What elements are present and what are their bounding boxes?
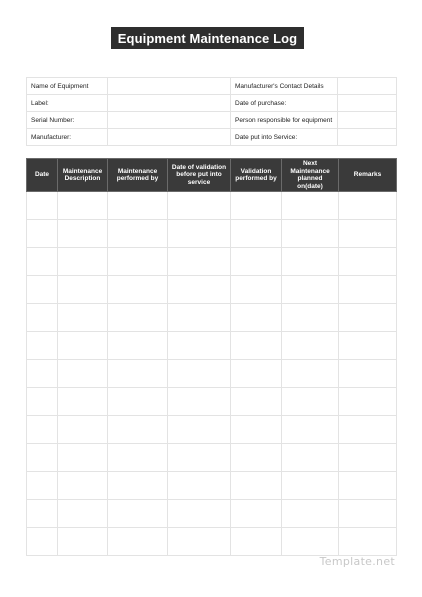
table-cell[interactable] bbox=[339, 500, 397, 528]
table-cell[interactable] bbox=[58, 276, 108, 304]
table-cell[interactable] bbox=[231, 416, 282, 444]
table-cell[interactable] bbox=[282, 388, 339, 416]
table-cell[interactable] bbox=[58, 388, 108, 416]
table-cell[interactable] bbox=[108, 388, 168, 416]
table-cell[interactable] bbox=[27, 416, 58, 444]
table-cell[interactable] bbox=[231, 192, 282, 220]
table-row bbox=[27, 304, 397, 332]
table-cell[interactable] bbox=[58, 500, 108, 528]
equipment-info-table bbox=[26, 77, 397, 146]
table-cell[interactable] bbox=[168, 360, 231, 388]
table-row bbox=[27, 444, 397, 472]
table-cell[interactable] bbox=[282, 248, 339, 276]
table-cell[interactable] bbox=[58, 416, 108, 444]
info-label: Date put into Service: bbox=[231, 129, 338, 146]
column-header-date: Date bbox=[27, 159, 58, 192]
table-cell[interactable] bbox=[339, 276, 397, 304]
column-header-performed-by: Maintenance performed by bbox=[108, 159, 168, 192]
table-cell[interactable] bbox=[27, 220, 58, 248]
info-label: Date of purchase: bbox=[231, 95, 338, 112]
info-value-field[interactable] bbox=[108, 112, 231, 129]
info-row bbox=[27, 129, 397, 146]
table-cell[interactable] bbox=[108, 332, 168, 360]
table-cell[interactable] bbox=[339, 472, 397, 500]
table-cell[interactable] bbox=[282, 192, 339, 220]
table-cell[interactable] bbox=[27, 472, 58, 500]
table-row bbox=[27, 388, 397, 416]
info-value-field[interactable] bbox=[338, 78, 397, 95]
info-value-field[interactable] bbox=[338, 112, 397, 129]
column-header-remarks: Remarks bbox=[339, 159, 397, 192]
table-cell[interactable] bbox=[27, 332, 58, 360]
table-cell[interactable] bbox=[27, 304, 58, 332]
table-cell[interactable] bbox=[231, 332, 282, 360]
table-cell[interactable] bbox=[168, 192, 231, 220]
table-row bbox=[27, 472, 397, 500]
table-cell[interactable] bbox=[231, 220, 282, 248]
table-cell[interactable] bbox=[168, 332, 231, 360]
column-header-validation-date: Date of validation before put into service bbox=[168, 159, 231, 192]
table-row bbox=[27, 360, 397, 388]
table-row bbox=[27, 332, 397, 360]
info-label: Label: bbox=[27, 95, 108, 112]
table-cell[interactable] bbox=[108, 304, 168, 332]
column-header-next-maintenance: Next Maintenance planned on(date) bbox=[282, 159, 339, 192]
table-cell[interactable] bbox=[58, 444, 108, 472]
info-value-field[interactable] bbox=[108, 95, 231, 112]
table-cell[interactable] bbox=[168, 248, 231, 276]
table-cell[interactable] bbox=[108, 528, 168, 556]
table-cell[interactable] bbox=[108, 472, 168, 500]
info-label: Manufacturer's Contact Details bbox=[231, 78, 338, 95]
table-cell[interactable] bbox=[339, 220, 397, 248]
info-label: Serial Number: bbox=[27, 112, 108, 129]
table-cell[interactable] bbox=[168, 304, 231, 332]
table-cell[interactable] bbox=[282, 332, 339, 360]
table-cell[interactable] bbox=[108, 500, 168, 528]
table-cell[interactable] bbox=[168, 528, 231, 556]
info-value-field[interactable] bbox=[108, 78, 231, 95]
info-label: Manufacturer: bbox=[27, 129, 108, 146]
table-cell[interactable] bbox=[58, 332, 108, 360]
table-cell[interactable] bbox=[231, 472, 282, 500]
table-cell[interactable] bbox=[108, 444, 168, 472]
table-cell[interactable] bbox=[282, 528, 339, 556]
maintenance-log-table bbox=[26, 158, 397, 556]
log-table-body bbox=[27, 192, 397, 556]
table-cell[interactable] bbox=[58, 248, 108, 276]
table-cell[interactable] bbox=[282, 304, 339, 332]
table-cell[interactable] bbox=[339, 192, 397, 220]
info-value-field[interactable] bbox=[108, 129, 231, 146]
table-cell[interactable] bbox=[27, 192, 58, 220]
table-row bbox=[27, 528, 397, 556]
info-row bbox=[27, 95, 397, 112]
info-label: Person responsible for equipment bbox=[231, 112, 338, 129]
info-row bbox=[27, 112, 397, 129]
table-cell[interactable] bbox=[282, 220, 339, 248]
table-cell[interactable] bbox=[168, 416, 231, 444]
table-row bbox=[27, 220, 397, 248]
table-row bbox=[27, 248, 397, 276]
table-cell[interactable] bbox=[27, 528, 58, 556]
table-cell[interactable] bbox=[168, 444, 231, 472]
table-cell[interactable] bbox=[168, 220, 231, 248]
table-cell[interactable] bbox=[339, 528, 397, 556]
table-cell[interactable] bbox=[27, 444, 58, 472]
table-cell[interactable] bbox=[168, 500, 231, 528]
table-cell[interactable] bbox=[339, 444, 397, 472]
table-cell[interactable] bbox=[58, 528, 108, 556]
info-row bbox=[27, 78, 397, 95]
table-cell[interactable] bbox=[108, 248, 168, 276]
page-title: Equipment Maintenance Log bbox=[111, 27, 304, 49]
table-cell[interactable] bbox=[282, 444, 339, 472]
table-cell[interactable] bbox=[282, 472, 339, 500]
table-cell[interactable] bbox=[27, 276, 58, 304]
table-cell[interactable] bbox=[58, 472, 108, 500]
table-cell[interactable] bbox=[168, 472, 231, 500]
column-header-validation-by: Validation performed by bbox=[231, 159, 282, 192]
info-value-field[interactable] bbox=[338, 129, 397, 146]
table-cell[interactable] bbox=[27, 500, 58, 528]
table-cell[interactable] bbox=[108, 360, 168, 388]
table-cell[interactable] bbox=[27, 360, 58, 388]
table-cell[interactable] bbox=[339, 388, 397, 416]
table-cell[interactable] bbox=[282, 416, 339, 444]
table-cell[interactable] bbox=[108, 416, 168, 444]
table-cell[interactable] bbox=[27, 388, 58, 416]
table-row bbox=[27, 416, 397, 444]
table-cell[interactable] bbox=[231, 248, 282, 276]
table-cell[interactable] bbox=[108, 192, 168, 220]
table-cell[interactable] bbox=[339, 304, 397, 332]
column-header-maintenance-description: Maintenance Description bbox=[58, 159, 108, 192]
table-header-row bbox=[27, 159, 397, 192]
info-label: Name of Equipment bbox=[27, 78, 108, 95]
table-cell[interactable] bbox=[108, 276, 168, 304]
table-cell[interactable] bbox=[231, 444, 282, 472]
table-cell[interactable] bbox=[231, 276, 282, 304]
table-cell[interactable] bbox=[168, 276, 231, 304]
table-cell[interactable] bbox=[282, 360, 339, 388]
table-cell[interactable] bbox=[27, 248, 58, 276]
table-cell[interactable] bbox=[168, 388, 231, 416]
watermark: Template.net bbox=[319, 555, 395, 568]
table-cell[interactable] bbox=[108, 220, 168, 248]
table-cell[interactable] bbox=[339, 248, 397, 276]
table-row bbox=[27, 500, 397, 528]
table-cell[interactable] bbox=[231, 360, 282, 388]
table-cell[interactable] bbox=[339, 416, 397, 444]
table-cell[interactable] bbox=[282, 500, 339, 528]
table-cell[interactable] bbox=[58, 360, 108, 388]
table-row bbox=[27, 192, 397, 220]
table-cell[interactable] bbox=[231, 388, 282, 416]
table-cell[interactable] bbox=[231, 500, 282, 528]
table-cell[interactable] bbox=[339, 332, 397, 360]
info-value-field[interactable] bbox=[338, 95, 397, 112]
table-row bbox=[27, 276, 397, 304]
table-cell[interactable] bbox=[282, 276, 339, 304]
table-cell[interactable] bbox=[339, 360, 397, 388]
table-cell[interactable] bbox=[58, 304, 108, 332]
table-cell[interactable] bbox=[58, 220, 108, 248]
table-cell[interactable] bbox=[58, 192, 108, 220]
table-cell[interactable] bbox=[231, 304, 282, 332]
table-cell[interactable] bbox=[231, 528, 282, 556]
